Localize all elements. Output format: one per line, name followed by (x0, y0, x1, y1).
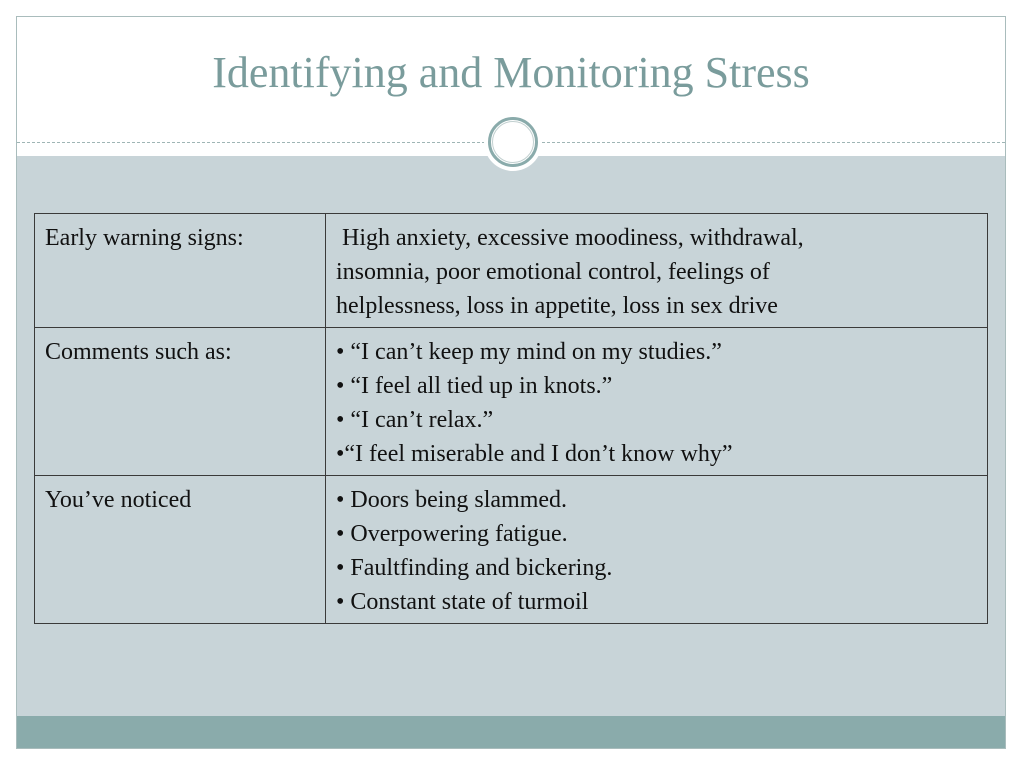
footer-bar (17, 716, 1005, 749)
row-content-cell (326, 476, 988, 624)
content-line: High anxiety, excessive moodiness, withdrawal, (336, 225, 804, 251)
bullet-item: • Constant state of turmoil (336, 589, 589, 615)
slide-title: Identifying and Monitoring Stress (212, 48, 810, 97)
row-label: Early warning signs: (45, 225, 244, 251)
content-line: helplessness, loss in appetite, loss in sex drive (336, 293, 778, 319)
row-label-cell (35, 328, 326, 476)
row-label-cell (35, 476, 326, 624)
table-row (35, 476, 988, 624)
bullet-item: •“I feel miserable and I don’t know why” (336, 441, 733, 467)
table-row (35, 328, 988, 476)
slide (16, 16, 1006, 749)
row-content-cell (326, 214, 988, 328)
bullet-item: • “I can’t relax.” (336, 407, 494, 433)
ornament-inner-ring (492, 121, 534, 163)
row-label: You’ve noticed (45, 487, 192, 513)
stress-signs-table (34, 213, 988, 624)
row-content-cell (326, 328, 988, 476)
bullet-item: • “I feel all tied up in knots.” (336, 373, 613, 399)
content-line: insomnia, poor emotional control, feelings of (336, 259, 770, 285)
table-row (35, 214, 988, 328)
row-label: Comments such as: (45, 339, 232, 365)
row-label-cell (35, 214, 326, 328)
bullet-item: • “I can’t keep my mind on my studies.” (336, 339, 722, 365)
bullet-item: • Overpowering fatigue. (336, 521, 568, 547)
circle-ornament-icon (484, 113, 542, 171)
bullet-item: • Faultfinding and bickering. (336, 555, 613, 581)
bullet-item: • Doors being slammed. (336, 487, 568, 513)
